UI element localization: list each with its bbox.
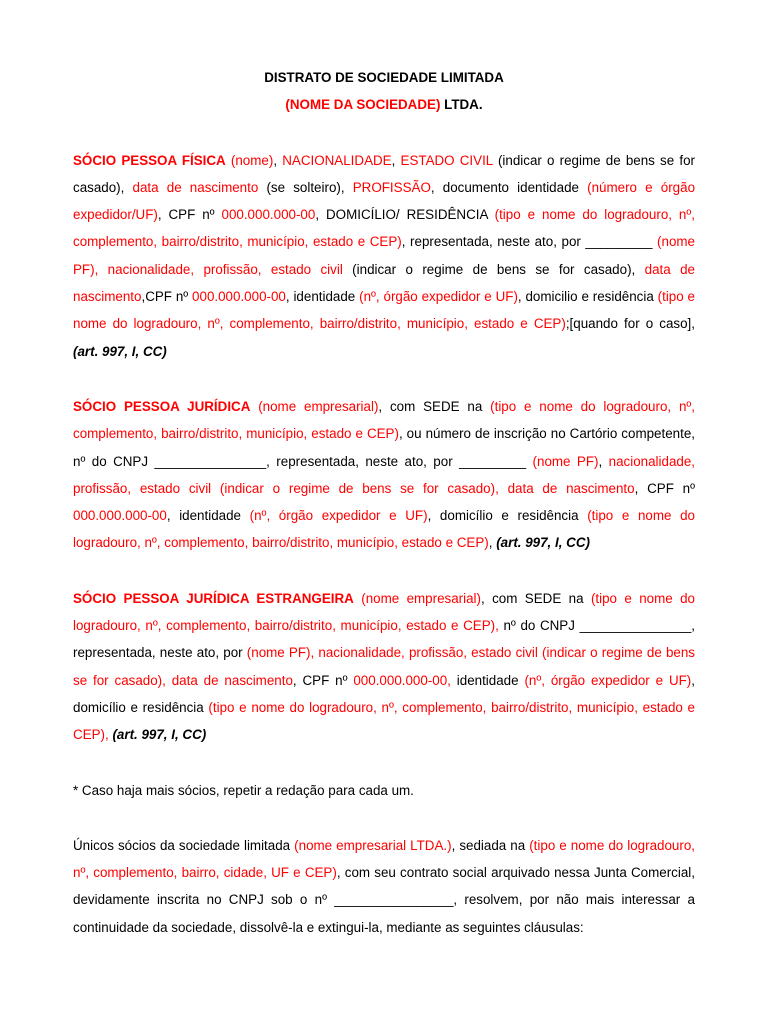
text-span: , representada, neste ato, por _________ [401,234,658,250]
text-span: , domicílio e residência [73,672,695,715]
text-span: (nome empresarial LTDA.) [294,837,452,853]
company-suffix: LTDA. [440,97,483,113]
text-span: , CPF nº [157,207,222,223]
text-span: SÓCIO PESSOA JURÍDICA ESTRANGEIRA [73,590,354,606]
text-span: * Caso haja mais sócios, repetir a redação para cada um. [73,782,414,798]
text-span: (indicar o regime de bens se for casado), [73,152,695,195]
paragraph-note-mais-socios [73,777,695,804]
text-span: nacionalidade, profissão, estado civil (indicar o regime de bens se for casado), data de nascimento [73,453,696,496]
paragraph-socio-pessoa-juridica-estrangeira [73,585,695,749]
text-span: (nº, órgão expedidor e UF) [249,508,428,524]
text-span: SÓCIO PESSOA JURÍDICA [73,398,251,414]
text-span: (nome) [225,152,274,168]
text-span: (tipo e nome do logradouro, nº, complemento, bairro, cidade, UF e CEP) [73,837,696,881]
text-span: 000.000.000-00 [192,289,286,305]
paragraph-unicos-socios [73,832,695,941]
text-span: ;[quando for o caso], [565,316,695,332]
text-span: , documento identidade [430,179,588,195]
text-span: (nome empresarial) [353,590,481,606]
text-span: (tipo e nome do logradouro, nº, complemento, bairro/distrito, município, estado e CEP) [73,508,696,551]
text-span: , com SEDE na [378,398,491,414]
text-span: (tipo e nome do logradouro, nº, complemento, bairro/distrito, município, estado e CEP) [73,207,695,250]
text-span: , nacionalidade, profissão, estado civil [94,261,343,277]
text-span: , CPF nº [634,480,696,496]
text-span: (tipo e nome do logradouro, nº, complemento, bairro/distrito, município, estado e CEP), [73,590,695,634]
text-span: , ou número de inscrição no Cartório competente, nº do CNPJ _______________, representada, neste ato, por _________ [73,426,695,469]
text-span: , identidade [285,289,360,305]
text-span: (art. 997, I, CC) [496,535,590,551]
company-name-placeholder: (NOME DA SOCIEDADE) [285,97,441,113]
text-span: (nome PF), nacionalidade, profissão, estado civil (indicar o regime de bens se for casado), data de nascimento [73,645,695,688]
text-span: (nome empresarial) [250,398,379,414]
text-span: , [488,535,497,551]
text-span: (nome PF) [532,453,599,469]
paragraph-socio-pessoa-fisica [73,147,695,365]
text-span: , [273,152,283,168]
text-span: , com SEDE na [481,590,591,606]
text-span: NACIONALIDADE [282,152,392,168]
text-span: nº do CNPJ _______________, representada, neste ato, por [73,618,695,661]
text-span: 000.000.000-00, [353,672,451,688]
text-span: (art. 997, I, CC) [112,727,207,743]
text-span: , CPF nº [292,672,354,688]
text-span: PROFISSÃO [352,179,431,195]
text-span: (tipo e nome do logradouro, nº, complemento, bairro/distrito, município, estado e CEP), [73,699,695,743]
document-title: DISTRATO DE SOCIEDADE LIMITADA [264,70,504,85]
text-span: (nº, órgão expedidor e UF) [359,289,518,305]
text-span: 000.000.000-00 [73,508,167,524]
company-name-line [73,91,695,118]
text-span: (tipo e nome do logradouro, nº, complemento, bairro/distrito, município, estado e CEP) [73,398,695,442]
text-span: 000.000.000-00 [221,207,316,223]
text-span: , identidade [166,508,250,524]
text-span: data de nascimento [73,261,695,305]
text-span: (indicar o regime de bens se for casado), [342,261,645,277]
text-span: (tipo e nome do logradouro, nº, complemento, bairro/distrito, município, estado e CEP) [73,289,695,332]
text-span: , domicílio e residência [427,508,588,524]
text-span: (nome PF) [73,234,695,277]
text-span: identidade [450,672,525,688]
text-span: , domicilio e residência [517,289,658,305]
text-span: data de nascimento [132,179,259,195]
text-span: , com seu contrato social arquivado nessa Junta Comercial, devidamente inscrita no CNPJ sob o nº ________________, resolvem, por não mais interessar a continuidade da sociedade, dissolvê-la e extingui-la, mediante as seguintes cláusulas: [73,865,695,935]
text-span: , sediada na [451,837,530,853]
paragraph-socio-pessoa-juridica [73,393,695,557]
text-span: , DOMICÍLIO/ RESIDÊNCIA [315,207,495,223]
text-span: ESTADO CIVIL [400,152,493,168]
text-span: SÓCIO PESSOA FÍSICA [73,152,226,168]
text-span: (art. 997, I, CC) [73,343,167,359]
text-span: Únicos sócios da sociedade limitada [73,837,295,853]
text-span: (nº, órgão expedidor e UF) [524,672,692,688]
text-span: ,CPF nº [141,289,193,305]
text-span: (número e órgão expedidor/UF) [73,179,696,223]
text-span: (se solteiro), [258,179,353,195]
text-span: , [391,152,401,168]
text-span: , [598,453,609,469]
document-page [73,64,695,969]
